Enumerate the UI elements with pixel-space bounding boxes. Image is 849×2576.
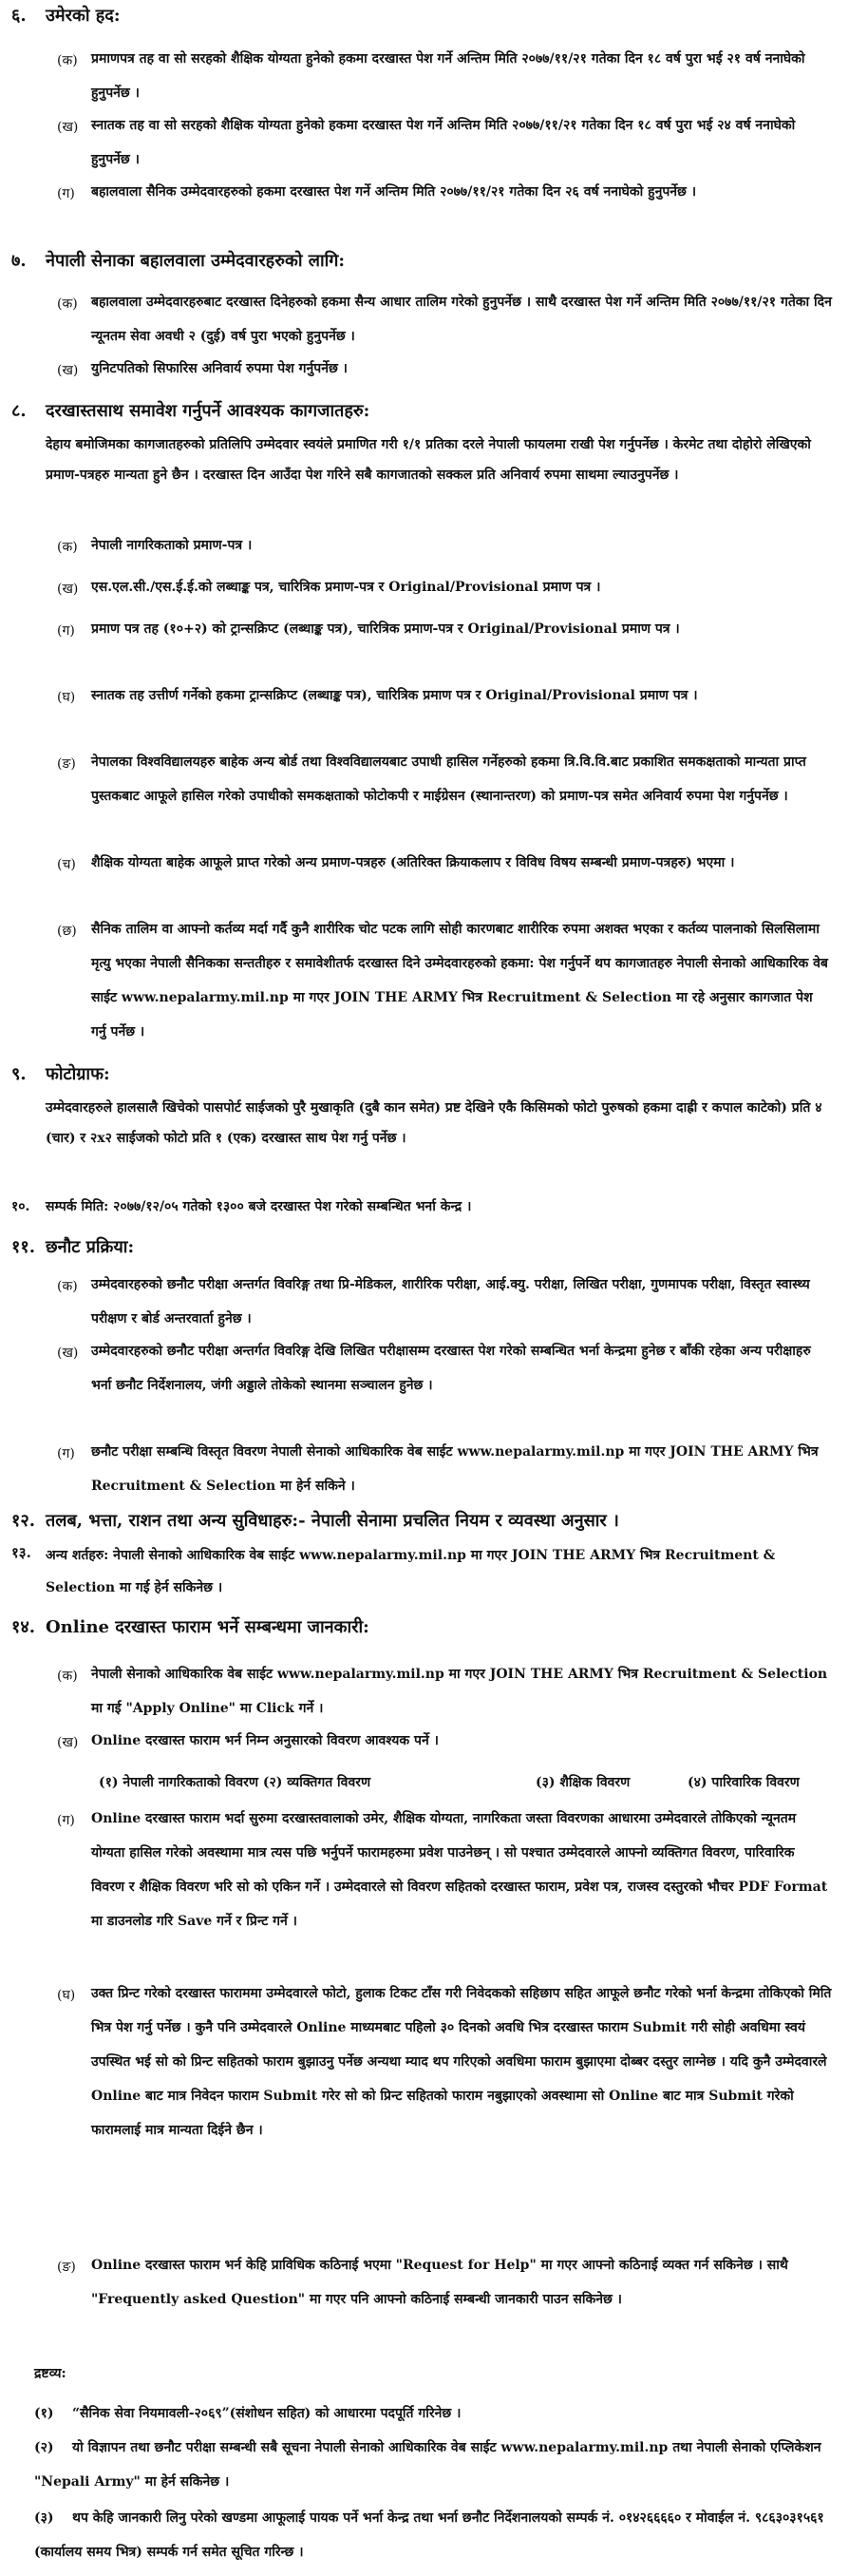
item-text: उक्त प्रिन्ट गरेको दरखास्त फाराममा उम्मेदवारले फोटो, हुलाक टिकट टाँस गरी निवेदकको सहिछाप सहित आफूले छनौट गरेको भर्ना केन्द्रमा तोकिएको मिति भित्र पेश गर्नु पर्नेछ । कुनै पनि उम्मेदवारले Online माध्यमबाट पहिलो ३० दिनको अवधि भित्र दरखास्त फाराम Submit गरी सोही अवधिमा स्वयं उपस्थित भई सो को प्रिन्ट सहितको फाराम बुझाउनु पर्नेछ अन्यथा म्याद थप गरिएको अवधिमा फाराम बुझाएमा दोब्बर दस्तुर लाग्नेछ । यदि कुनै उम्मेदवारले Online बाट मात्र निवेदन फाराम Submit गरेर सो को प्रिन्ट सहितको फाराम नबुझाएको अवस्थामा सो Online बाट मात्र Submit गरेको फारामलाई मात्र मान्यता दिईने छैन । — [91, 1986, 832, 2138]
item-text: Online दरखास्त फाराम भर्न निम्न अनुसारको विवरण आवश्यक पर्ने । — [91, 1733, 439, 1748]
section-14-heading — [11, 1615, 369, 1638]
section-8-heading — [11, 399, 369, 422]
section-number: ९. — [11, 1064, 27, 1084]
section-number: १०. — [11, 1199, 30, 1214]
item-label: (क) — [57, 1669, 78, 1684]
item-text: शैक्षिक योग्यता बाहेक आफूले प्राप्त गरेको अन्य प्रमाण-पत्रहरु (अतिरिक्त क्रियाकलाप र विविध विषय सम्बन्धी प्रमाण-पत्रहरु) भएमा । — [91, 855, 735, 870]
note-text: थप केहि जानकारी लिनु परेको खण्डमा आफूलाई पायक पर्ने भर्ना केन्द्र तथा भर्ना छनौट निर्देशनालयको सम्पर्क नं. ०१४२६६६६० र मोवाईल नं. ९८६३०३१५६१ (कार्यालय समय भित्र) सम्पर्क गर्न समेत सूचित गरिन्छ । — [34, 2510, 824, 2560]
section-title: Online दरखास्त फाराम भर्ने सम्बन्धमा जानकारी: — [46, 1617, 369, 1637]
section-title: दरखास्तसाथ समावेश गर्नुपर्ने आवश्यक कागजातहरु: — [46, 401, 370, 421]
item-text: Online दरखास्त फाराम भर्न केहि प्राविधिक कठिनाई भएमा "Request for Help" मा गएर आफ्नो कठिनाई व्यक्त गर्न सकिनेछ । साथै "Frequently asked Question" मा गएर पनि आफ्नो कठिनाई सम्बन्धी जानकारी पाउन सकिनेछ । — [91, 2258, 788, 2307]
section-number: ६. — [11, 6, 27, 26]
item-label: (घ) — [57, 690, 76, 705]
item-label: (क) — [57, 53, 78, 68]
section-number: ७. — [11, 251, 27, 271]
section-13-text: अन्य शर्तहरु: नेपाली सेनाको आधिकारिक वेब साईट www.nepalarmy.mil.np मा गएर JOIN THE ARMY भित्र Recruitment & Selection मा गई हेर्न सकिनेछ । — [46, 1548, 776, 1595]
section-number: १४. — [11, 1617, 35, 1637]
item-text: उम्मेदवारहरुको छनौट परीक्षा अन्तर्गत विवरिङ्ग तथा प्रि-मेडिकल, शारीरिक परीक्षा, आई.क्यु. परीक्षा, लिखित परीक्षा, गुणमापक परीक्षा, विस्तृत स्वास्थ्य परीक्षण र बोर्ड अन्तरवार्ता हुनेछ । — [91, 1277, 810, 1326]
item-label: (च) — [57, 857, 76, 872]
section-13-heading — [11, 1543, 46, 1562]
item-label: (ख) — [57, 1735, 79, 1750]
item-text: बहालवाला सैनिक उम्मेदवारहरुको हकमा दरखास्त पेश गर्ने अन्तिम मिति २०७७/११/२१ गतेका दिन २६ वर्ष ननाघेको हुनुपर्नेछ । — [91, 184, 697, 200]
item-label: (ग) — [57, 1813, 75, 1828]
item-text: स्नातक तह वा सो सरहको शैक्षिक योग्यता हुनेको हकमा दरखास्त पेश गर्ने अन्तिम मिति २०७७/११/२१ गतेका दिन १८ वर्ष पुरा भई २४ वर्ष ननाघेको हुनुपर्नेछ । — [91, 118, 796, 167]
section-title: फोटोग्राफ: — [46, 1064, 110, 1084]
section-12-heading — [11, 1509, 619, 1532]
section-title: छनौट प्रक्रिया: — [46, 1237, 135, 1257]
item-text: Online दरखास्त फाराम भर्दा सुरुमा दरखास्तवालाको उमेर, शैक्षिक योग्यता, नागरिकता जस्ता विवरणका आधारमा उम्मेदवारले तोकिएको न्यूनतम योग्यता हासिल गरेको अवस्थामा मात्र त्यस पछि भर्नुपर्ने फारामहरुमा प्रवेश पाउनेछन् । सो पश्चात उम्मेदवारले आफ्नो व्यक्तिगत विवरण, पारिवारिक विवरण र शैक्षिक विवरण भरि सो को एकिन गर्ने । उम्मेदवारले सो विवरण सहितको दरखास्त फाराम, प्रवेश पत्र, राजस्व दस्तुरको भौचर PDF Format मा डाउनलोड गरि Save गर्ने र प्रिन्ट गर्ने । — [91, 1811, 828, 1929]
section-6-heading — [11, 4, 121, 27]
section-text: तलब, भत्ता, राशन तथा अन्य सुविधाहरु:- नेपाली सेनामा प्रचलित नियम र व्यवस्था अनुसार । — [46, 1511, 619, 1531]
note-number: (३) — [34, 2510, 54, 2526]
note-text: “सैनिक सेवा नियमावली-२०६९”(संशोधन सहित) को आधारमा पदपूर्ति गरिनेछ । — [72, 2406, 462, 2421]
item-text: नेपाली सेनाको आधिकारिक वेब साईट www.nepalarmy.mil.np मा गएर JOIN THE ARMY भित्र Recruitment & Selection मा गई "Apply Online" मा Click गर्ने । — [91, 1667, 828, 1716]
section-11-heading — [11, 1235, 134, 1258]
section-9-text: उम्मेदवारहरुले हालसालै खिचेको पासपोर्ट साईजको पुरै मुखाकृति (दुबै कान समेत) प्रष्ट देखिने एकै किसिमको फोटो पुरुषको हकमा दाह्री र कपाल काटेको) प्रति ४ (चार) र २x२ साईजको फोटो प्रति १ (एक) दरखास्त साथ पेश गर्नु पर्नेछ । — [46, 1100, 822, 1146]
section-text: सम्पर्क मिति: २०७७/१२/०५ गतेको १३०० बजे दरखास्त पेश गरेको सम्बन्धित भर्ना केन्द्र । — [46, 1199, 472, 1214]
section-number: ८. — [11, 401, 27, 421]
note-item — [34, 2431, 838, 2499]
section-number: १२. — [11, 1511, 35, 1531]
detail-list-3: (४) पारिवारिक विवरण — [688, 1775, 800, 1790]
section-number: ११. — [11, 1237, 35, 1257]
item-label: (क) — [57, 1279, 78, 1294]
notes-heading: द्रष्टव्य: — [34, 2366, 66, 2381]
item-label: (ङ) — [57, 756, 76, 772]
item-label: (ख) — [57, 120, 79, 135]
section-number: १३. — [11, 1544, 31, 1561]
section-8-intro: देहाय बमोजिमका कागजातहरुको प्रतिलिपि उम्मेदवार स्वयंले प्रमाणित गरी १/१ प्रतिका दरले नेपाली फायलमा राखी पेश गर्नुपर्नेछ । केरमेट तथा दोहोरो लेखिएको प्रमाण-पत्रहरु मान्यता हुने छैन । दरखास्त दिन आउँदा पेश गरिने सबै कागजातको सक्कल प्रति अनिवार्य रुपमा साथमा ल्याउनुपर्नेछ । — [46, 437, 811, 483]
item-label: (ग) — [57, 1446, 75, 1461]
item-text: प्रमाण पत्र तह (१०+२) को ट्रान्सक्रिप्ट (लब्धाङ्क पत्र), चारित्रिक प्रमाण-पत्र र Original/Provisional प्रमाण पत्र । — [91, 621, 680, 637]
item-text: नेपालका विश्वविद्यालयहरु बाहेक अन्य बोर्ड तथा विश्वविद्यालयबाट उपाधी हासिल गर्नेहरुको हकमा त्रि.वि.वि.बाट प्रकाशित समकक्षताको मान्यता प्राप्त पुस्तकबाट आफूले हासिल गरेको उपाधीको समकक्षताको फोटोकपी र माईग्रेसन (स्थानान्तरण) को प्रमाण-पत्र समेत अनिवार्य रुपमा पेश गर्नुपर्नेछ । — [91, 754, 806, 804]
item-text: छनौट परीक्षा सम्बन्धि विस्तृत विवरण नेपाली सेनाको आधिकारिक वेब साईट www.nepalarmy.mil.np मा गएर JOIN THE ARMY भित्र Recruitment & Selection मा हेर्न सकिने । — [91, 1444, 819, 1494]
item-label: (ग) — [57, 623, 75, 639]
item-label: (ख) — [57, 582, 79, 597]
note-number: (२) — [34, 2440, 54, 2455]
note-text: यो विज्ञापन तथा छनौट परीक्षा सम्बन्धी सबै सूचना नेपाली सेनाको आधिकारिक वेब साईट www.nepalarmy.mil.np तथा नेपाली सेनाको एप्लिकेशन "Nepali Army" मा हेर्न सकिनेछ । — [34, 2440, 821, 2490]
note-item — [34, 2396, 838, 2431]
detail-list-2: (३) शैक्षिक विवरण — [536, 1775, 631, 1790]
item-text: सैनिक तालिम वा आफ्नो कर्तव्य मर्दा गर्दै कुनै शारीरिक चोट पटक लागि सोही कारणबाट शारीरिक रुपमा अशक्त भएका र कर्तव्य पालनाको सिलसिलामा मृत्यु भएका नेपाली सैनिकका सन्ततीहरु र समावेशीतर्फ दरखास्त दिने उम्मेदवारहरुको हकमा: पेश गर्नुपर्ने थप कागजातहरु नेपाली सेनाको आधिकारिक वेब साईट www.nepalarmy.mil.np मा गएर JOIN THE ARMY भित्र Recruitment & Selection मा रहे अनुसार कागजात पेश गर्नु पर्नेछ । — [91, 922, 828, 1040]
section-title: उमेरको हद: — [46, 6, 121, 26]
item-label: (क) — [57, 296, 78, 312]
item-text: युनिटपतिको सिफारिस अनिवार्य रुपमा पेश गर्नुपर्नेछ । — [91, 361, 348, 376]
item-label: (घ) — [57, 1988, 76, 2003]
item-label: (ग) — [57, 186, 75, 201]
item-text: प्रमाणपत्र तह वा सो सरहको शैक्षिक योग्यता हुनेको हकमा दरखास्त पेश गर्ने अन्तिम मिति २०७७/११/२१ गतेका दिन १८ वर्ष पुरा भई २१ वर्ष ननाघेको हुनुपर्नेछ । — [91, 51, 805, 101]
section-9-heading — [11, 1062, 110, 1085]
section-7-heading — [11, 249, 345, 272]
item-text: बहालवाला उम्मेदवारहरुबाट दरखास्त दिनेहरुको हकमा सैन्य आधार तालिम गरेको हुनुपर्नेछ । साथै दरखास्त पेश गर्ने अन्तिम मिति २०७७/११/२१ गतेका दिन न्यूनतम सेवा अवधी २ (दुई) वर्ष पुरा भएको हुनुपर्नेछ । — [91, 295, 832, 344]
item-label: (क) — [57, 540, 78, 555]
section-title: नेपाली सेनाका बहालवाला उम्मेदवारहरुको लागि: — [46, 251, 346, 271]
section-10-heading — [11, 1197, 471, 1215]
item-label: (ख) — [57, 1345, 79, 1361]
note-item — [34, 2501, 838, 2569]
item-text: नेपाली नागरिकताको प्रमाण-पत्र । — [91, 538, 253, 553]
item-text: स्नातक तह उत्तीर्ण गर्नेको हकमा ट्रान्सक्रिप्ट (लब्धाङ्क पत्र), चारित्रिक प्रमाण पत्र र Original/Provisional प्रमाण पत्र । — [91, 688, 698, 703]
item-text: उम्मेदवारहरुको छनौट परीक्षा अन्तर्गत विवरिङ्ग देखि लिखित परीक्षासम्म दरखास्त पेश गरेको सम्बन्धित भर्ना केन्द्रमा हुनेछ र बाँकी रहेका अन्य परीक्षाहरु भर्ना छनौट निर्देशनालय, जंगी अड्डाले तोकेको स्थानमा सञ्चालन हुनेछ । — [91, 1344, 811, 1393]
detail-list-1: (१) नेपाली नागरिकताको विवरण (२) व्यक्तिगत विवरण — [99, 1775, 371, 1790]
item-text: एस.एल.सी./एस.ई.ई.को लब्धाङ्क पत्र, चारित्रिक प्रमाण-पत्र र Original/Provisional प्रमाण पत्र । — [91, 580, 601, 595]
item-label: (ख) — [57, 363, 79, 378]
item-label: (ङ) — [57, 2260, 76, 2275]
item-label: (छ) — [57, 924, 77, 939]
note-number: (१) — [34, 2406, 54, 2421]
